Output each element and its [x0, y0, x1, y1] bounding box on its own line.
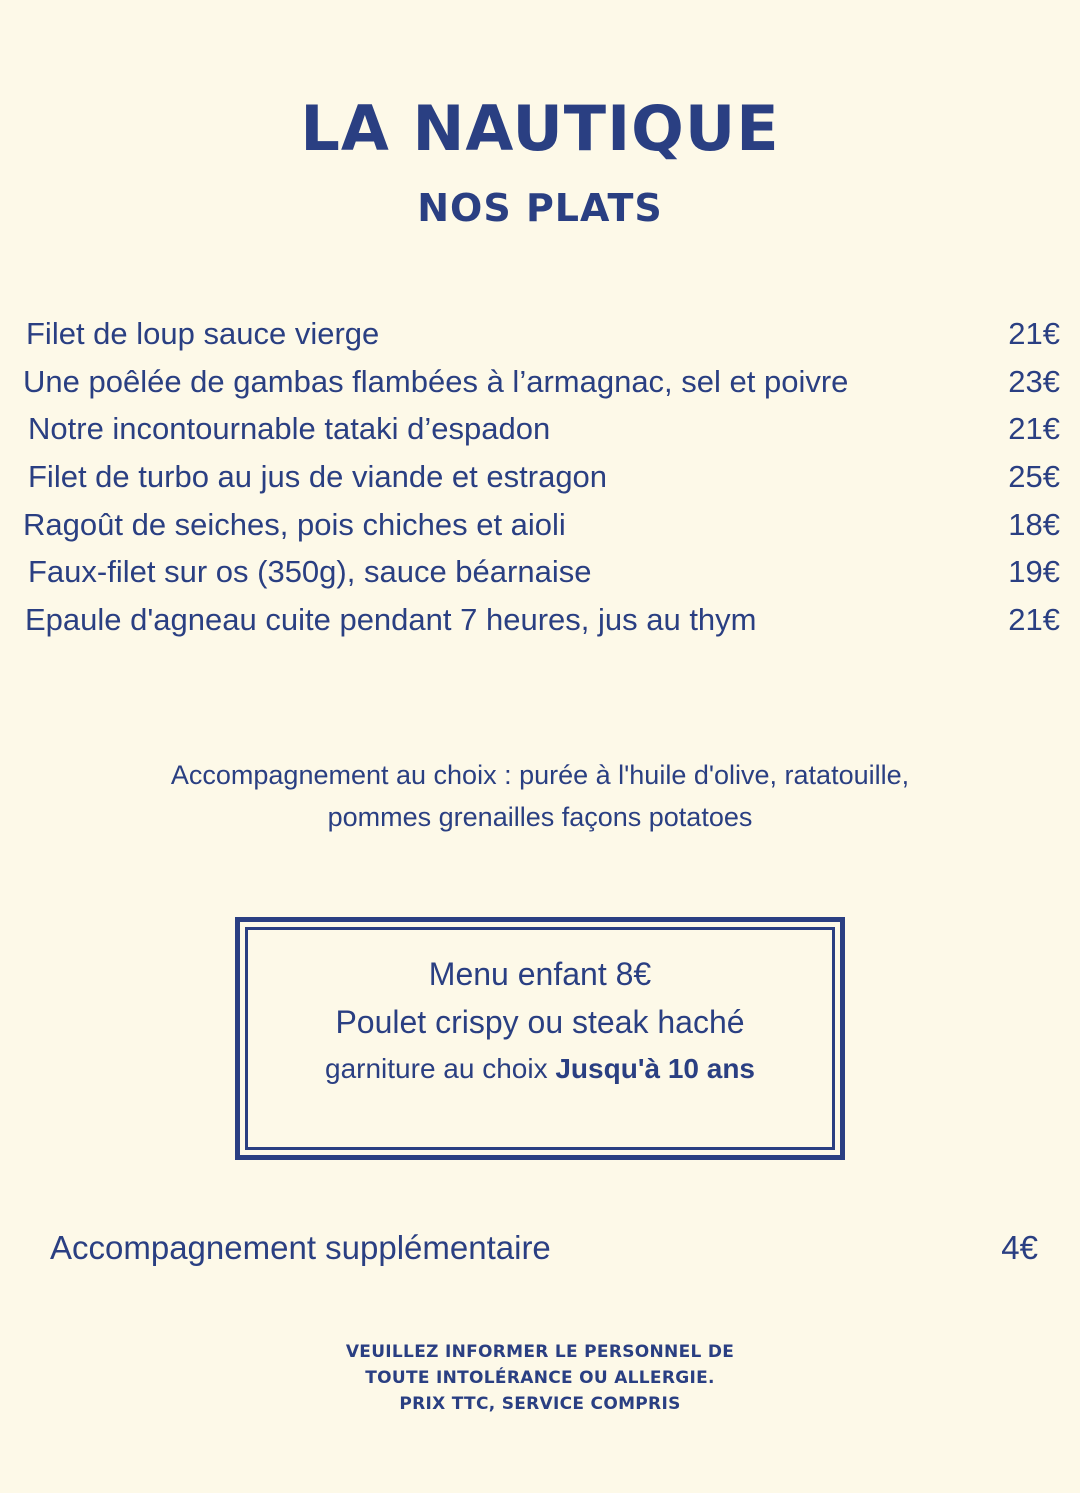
dish-row — [0, 314, 1080, 354]
dish-price: 21€ — [1008, 316, 1060, 351]
kids-menu-title: Menu enfant 8€ — [428, 956, 652, 992]
dish-name: Epaule d'agneau cuite pendant 7 heures, jus au thym — [25, 602, 757, 637]
side-dishes-line: Accompagnement au choix : purée à l'huile d'olive, ratatouille, — [170, 760, 910, 790]
dish-name: Filet de turbo au jus de viande et estragon — [28, 459, 608, 494]
kids-menu-choice: Poulet crispy ou steak haché — [335, 1004, 745, 1040]
notice-line: TOUTE INTOLÉRANCE OU ALLERGIE. — [365, 1368, 715, 1388]
menu-section-title: NOS PLATS — [417, 186, 663, 230]
dish-name: Une poêlée de gambas flambées à l’armagnac, sel et poivre — [23, 364, 849, 399]
notice-line: PRIX TTC, SERVICE COMPRIS — [399, 1394, 681, 1414]
dish-price: 21€ — [1008, 602, 1060, 637]
extra-side-row — [0, 1226, 1080, 1270]
kids-menu-details — [248, 1046, 832, 1092]
dish-name: Ragoût de seiches, pois chiches et aioli — [23, 507, 566, 542]
dish-row — [0, 457, 1080, 497]
kids-menu-garnish: garniture au choix — [325, 1053, 548, 1084]
extra-side-price: 4€ — [1001, 1229, 1038, 1266]
dish-price: 25€ — [1008, 459, 1060, 494]
side-dishes-line: pommes grenailles façons potatoes — [327, 802, 753, 832]
dish-row — [0, 505, 1080, 545]
dish-name: Notre incontournable tataki d’espadon — [28, 411, 551, 446]
extra-side-name: Accompagnement supplémentaire — [50, 1229, 551, 1266]
dish-price: 18€ — [1008, 507, 1060, 542]
kids-menu-inner-frame — [245, 927, 835, 1150]
kids-menu-age-limit: Jusqu'à 10 ans — [555, 1053, 755, 1084]
dish-name: Filet de loup sauce vierge — [26, 316, 380, 351]
side-dishes-note — [0, 754, 1080, 838]
dish-price: 21€ — [1008, 411, 1060, 446]
notice-line: VEUILLEZ INFORMER LE PERSONNEL DE — [345, 1342, 735, 1362]
kids-menu-box — [235, 917, 845, 1160]
dish-name: Faux-filet sur os (350g), sauce béarnaise — [28, 554, 592, 589]
dish-row — [0, 362, 1080, 402]
allergy-notice — [0, 1339, 1080, 1417]
dish-price: 23€ — [1008, 364, 1060, 399]
dish-price: 19€ — [1008, 554, 1060, 589]
dish-row — [0, 600, 1080, 640]
dish-row — [0, 552, 1080, 592]
dish-row — [0, 409, 1080, 449]
restaurant-title: LA NAUTIQUE — [300, 92, 780, 165]
